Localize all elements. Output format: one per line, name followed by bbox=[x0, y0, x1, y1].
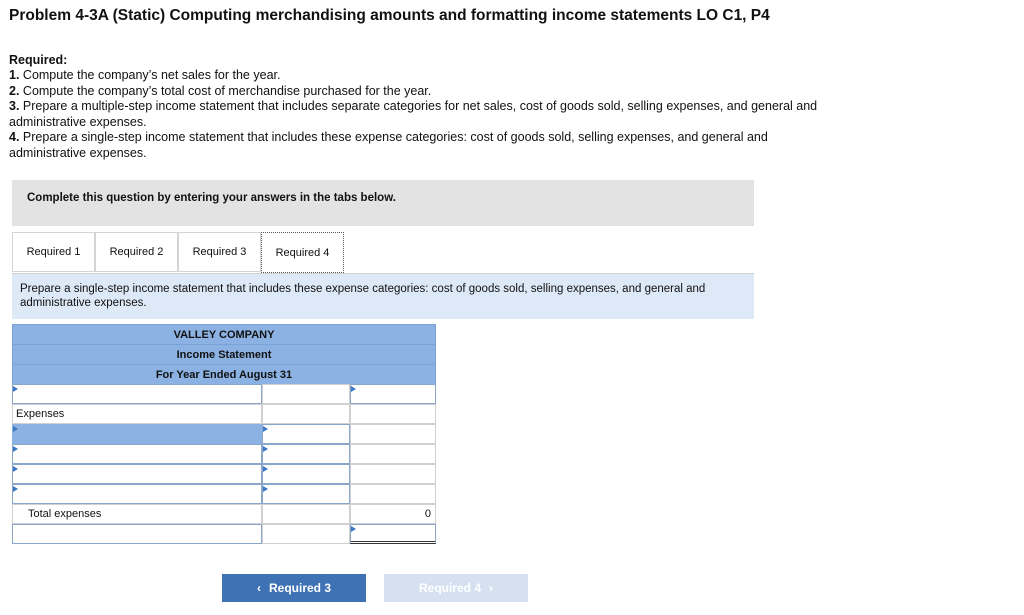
chevron-left-icon: ‹ bbox=[256, 581, 261, 595]
expense-label-dropdown-4[interactable] bbox=[12, 484, 262, 504]
income-statement bbox=[12, 324, 436, 544]
table-row bbox=[12, 384, 436, 404]
expense-right-cell-4 bbox=[350, 484, 436, 504]
table-row bbox=[12, 404, 436, 424]
prev-button-label: Required 3 bbox=[268, 581, 331, 595]
net-income-amount-input[interactable] bbox=[350, 524, 436, 544]
expense-right-cell-2 bbox=[350, 444, 436, 464]
tab-required-4[interactable]: Required 4 bbox=[261, 232, 344, 273]
expense-amount-input-2[interactable] bbox=[262, 444, 350, 464]
net-income-label-dropdown[interactable] bbox=[12, 524, 262, 544]
expense-amount-input-1[interactable] bbox=[262, 424, 350, 444]
chevron-right-icon: › bbox=[489, 581, 493, 595]
required-item-1: 1. Compute the company’s net sales for the year. bbox=[9, 68, 281, 82]
tab-required-3[interactable]: Required 3 bbox=[178, 232, 261, 272]
tab-required-1[interactable]: Required 1 bbox=[12, 232, 95, 272]
required-list bbox=[9, 68, 829, 161]
instruction-panel bbox=[12, 274, 754, 319]
expense-right-cell-1 bbox=[350, 424, 436, 444]
required-item-2: 2. Compute the company’s total cost of merchandise purchased for the year. bbox=[9, 83, 432, 98]
expense-amount-input-4[interactable] bbox=[262, 484, 350, 504]
banner-text: Complete this question by entering your answers in the tabs below. bbox=[27, 192, 396, 204]
required-item-4: 4. Prepare a single-step income statement that includes these expense categories: cost of goods sold, selling expenses, and general and administrative expenses. bbox=[9, 130, 768, 160]
expenses-mid-cell bbox=[262, 404, 350, 424]
table-row bbox=[12, 464, 436, 484]
revenue-amount-input[interactable] bbox=[350, 384, 436, 404]
instruction-text: Prepare a single-step income statement that includes these expense categories: cost of goods sold, selling expenses, and general and administrative expenses. bbox=[20, 283, 706, 309]
table-row bbox=[12, 484, 436, 504]
next-required-4-button[interactable] bbox=[384, 574, 528, 602]
table-row bbox=[12, 524, 436, 544]
statement-period: For Year Ended August 31 bbox=[12, 364, 436, 384]
table-row bbox=[12, 424, 436, 444]
tab-required-2[interactable]: Required 2 bbox=[95, 232, 178, 272]
instructions-banner bbox=[12, 180, 754, 226]
prev-required-3-button[interactable] bbox=[222, 574, 366, 602]
table-row bbox=[12, 504, 436, 524]
page-title: Problem 4-3A (Static) Computing merchandising amounts and formatting income statements LO C1, P4 bbox=[9, 7, 770, 24]
expenses-right-cell bbox=[350, 404, 436, 424]
expense-label-dropdown-3[interactable] bbox=[12, 464, 262, 484]
revenue-label-dropdown[interactable] bbox=[12, 384, 262, 404]
expense-amount-input-3[interactable] bbox=[262, 464, 350, 484]
required-item-3: 3. Prepare a multiple-step income statement that includes separate categories for net sales, cost of goods sold, selling expenses, and general and administrative expenses. bbox=[9, 99, 818, 129]
next-button-label: Required 4 bbox=[418, 581, 481, 595]
company-name: VALLEY COMPANY bbox=[12, 324, 436, 344]
expense-right-cell-3 bbox=[350, 464, 436, 484]
required-heading: Required: bbox=[9, 53, 68, 67]
net-income-mid-cell bbox=[262, 524, 350, 544]
expense-label-dropdown-1[interactable] bbox=[12, 424, 262, 444]
total-expenses-label: Total expenses bbox=[12, 504, 262, 524]
revenue-mid-cell bbox=[262, 384, 350, 404]
total-expenses-mid-cell bbox=[262, 504, 350, 524]
expenses-label: Expenses bbox=[12, 404, 262, 424]
expense-label-dropdown-2[interactable] bbox=[12, 444, 262, 464]
statement-name: Income Statement bbox=[12, 344, 436, 364]
table-row bbox=[12, 444, 436, 464]
total-expenses-value: 0 bbox=[350, 504, 436, 524]
